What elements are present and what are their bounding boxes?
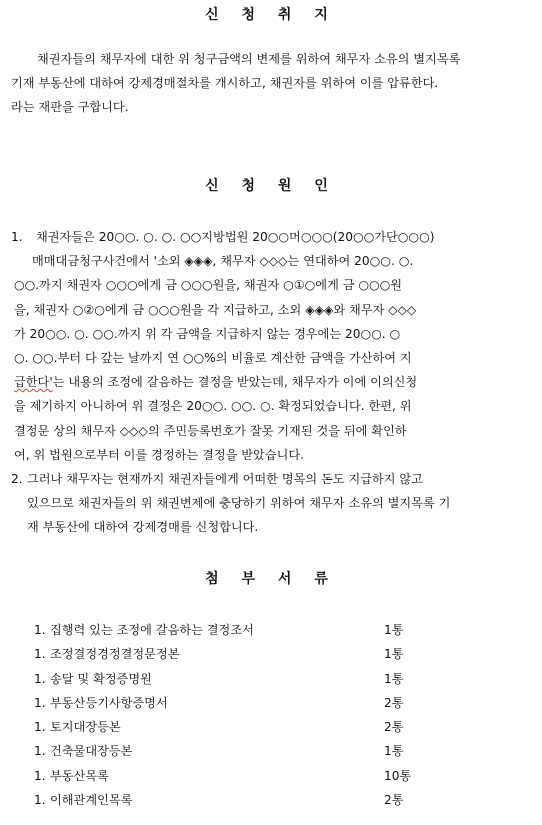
attachment-count: 1통 [384,647,404,662]
attachment-item [34,791,454,815]
cause-line: 결정문 상의 채무자 ◇◇◇의 주민등록번호가 잘못 기재된 것을 뒤에 확인하 [14,423,407,438]
attachment-bullet: 1. [34,720,46,735]
attachment-item [34,718,454,742]
attachment-name: 송달 및 확정증명원 [50,671,152,686]
attachment-name: 집행력 있는 조정에 갈음하는 결정조서 [50,623,254,637]
attachment-bullet: 1. [34,671,46,686]
attachment-count: 1통 [384,671,404,686]
attachment-name: 부동산목록 [50,768,109,783]
attachment-name: 토지대장등본 [50,720,121,735]
attachment-bullet: 1. [34,744,46,759]
cause-line: 을, 채권자 ○②○에게 금 ○○○원을 각 지급하고, 소외 ◈◈◈와 채무자 ◇◇◇ [14,302,417,317]
cause-line: 여, 위 법원으로부터 이를 경정하는 결정을 받았습니다. [14,447,305,462]
attachment-item [34,767,454,791]
attachment-name: 부동산등기사항증명서 [50,695,168,710]
cause-line: ○○.까지 채권자 ○○○에게 금 ○○○원을, 채권자 ○①○에게 금 ○○○원 [14,278,403,293]
cause-line: 매매대금청구사건에서 '소외 ◈◈◈, 채무자 ◇◇◇는 연대하여 20○○. ○. [32,254,414,269]
attachment-item [34,694,454,718]
attachment-count: 1통 [384,623,404,637]
cause-line: 있으므로 채권자들의 위 채권변제에 충당하기 위하여 채무자 소유의 별지목록 기 [27,496,451,511]
cause-line: 재 부동산에 대하여 강제경매를 신청합니다. [27,520,259,535]
attachment-count: 10통 [384,768,412,783]
cause-item-2 [11,467,527,540]
cause-line-rest: 는 내용의 조정에 갈음하는 결정을 받았는데, 채무자가 이에 이의신청 [52,375,418,390]
cause-line: ○. ○○.부터 다 갚는 날까지 연 ○○%의 비율로 계산한 금액을 가산하여 지 [14,351,412,366]
attachment-item [34,621,454,645]
attachment-count: 2통 [384,695,404,710]
cause-line: 을 제기하지 아니하여 위 결정은 20○○. ○○. ○. 확정되었습니다. 한편, 위 [14,399,412,414]
attachment-bullet: 1. [34,647,46,662]
purpose-line: 기재 부동산에 대하여 강제경매절차를 개시하고, 채권자를 위하여 이를 압류한다. [11,76,439,90]
attachment-count: 2통 [384,793,404,808]
cause-line: 가 20○○. ○. ○○.까지 위 각 금액을 지급하지 않는 경우에는 20○○. ○ [14,326,401,341]
attachments-list [34,621,454,815]
attachment-bullet: 1. [34,768,46,783]
attachment-count: 1통 [384,744,404,759]
purpose-line: 채권자들의 채무자에 대한 위 청구금액의 변제를 위하여 채무자 소유의 별지목록 [37,52,461,66]
attachment-name: 건축물대장등본 [50,744,133,759]
cause-item-number: 1. [11,230,23,244]
purpose-paragraph [11,47,527,119]
attachment-item [34,645,454,669]
attachment-count: 2통 [384,720,404,735]
purpose-heading: 신 청 취 지 [205,7,337,23]
cause-line [11,370,527,394]
attachment-name: 조정결정경정결정문정본 [50,647,180,662]
cause-line: 그러나 채무자는 현재까지 채권자들에게 어떠한 명목의 돈도 지급하지 않고 [27,472,423,486]
attachment-item [34,670,454,694]
attachment-bullet: 1. [34,623,46,637]
attachment-item [34,742,454,766]
attachment-name: 이해관계인목록 [50,793,133,808]
attachments-heading: 첨 부 서 류 [205,571,337,587]
cause-item-number: 2. [11,472,23,486]
cause-line: 채권자들은 20○○. ○. ○. ○○지방법원 20○○머○○○(20○○가단○○○) [36,230,435,244]
purpose-line: 라는 재판을 구합니다. [11,100,129,114]
cause-heading: 신 청 원 인 [205,178,337,194]
spellcheck-underlined-word: 급한다' [14,375,53,390]
attachment-bullet: 1. [34,793,46,808]
cause-item-1 [11,225,527,467]
attachment-bullet: 1. [34,695,46,710]
